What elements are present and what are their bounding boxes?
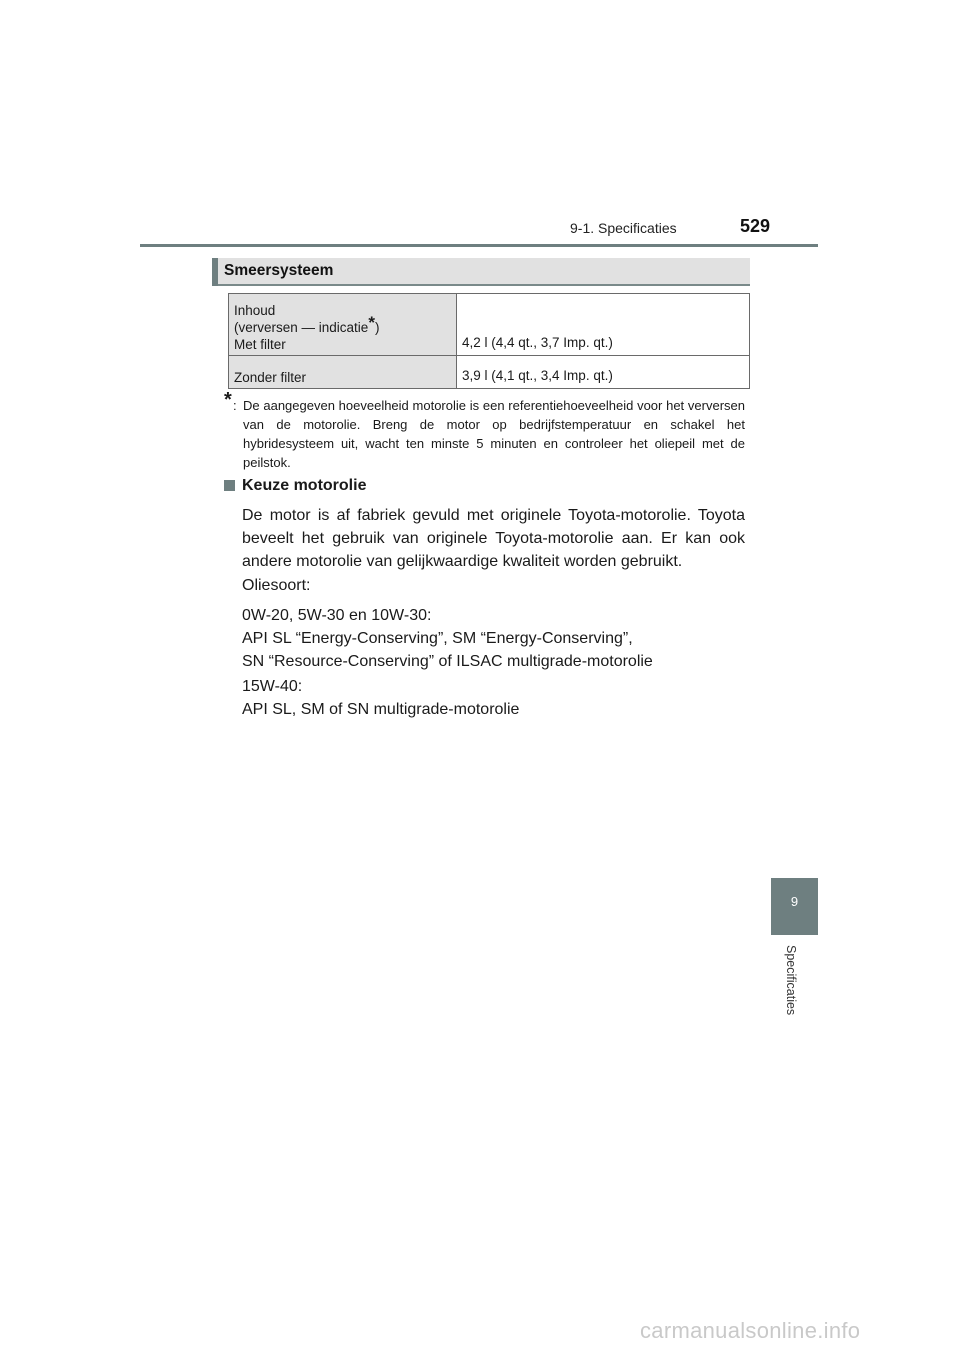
footnote: [233, 396, 745, 472]
oil-grade-line: 0W-20, 5W-30 en 10W-30:: [242, 607, 432, 624]
label-line: Met filter: [234, 337, 286, 352]
footnote-mark: *: [224, 389, 232, 411]
label-text: ): [374, 320, 380, 335]
footnote-colon: :: [233, 398, 237, 413]
table-value-cell: 4,2 l (4,4 qt., 3,7 Imp. qt.): [457, 294, 750, 356]
subsection-title: Keuze motorolie: [242, 477, 367, 494]
oil-grade-block: [242, 675, 745, 721]
oil-grade-line: API SL “Energy-Conserving”, SM “Energy-Conserving”,: [242, 630, 633, 647]
section-header: 9-1. Specificaties: [570, 220, 677, 236]
footnote-text: De aangegeven hoeveelheid motorolie is een referentiehoeveelheid voor het verversen van de motorolie. Breng de motor op bedrijfstemperatuur en schakel het hybridesysteem uit, wacht ten minste 5 minuten en controleer het oliepeil met de peilstok.: [243, 398, 745, 470]
oil-grade-line: SN “Resource-Conserving” of ILSAC multigrade-motorolie: [242, 653, 653, 670]
capacity-table: [228, 293, 750, 389]
chapter-tab: 9: [771, 878, 818, 935]
watermark: carmanualsonline.info: [640, 1318, 861, 1343]
section-bar-accent: [212, 258, 218, 286]
oil-grade-block: [242, 604, 745, 673]
oil-grade-line: 15W-40:: [242, 678, 303, 695]
label-line: [234, 313, 451, 336]
oil-grade-line: API SL, SM of SN multigrade-motorolie: [242, 701, 520, 718]
table-value-cell: 3,9 l (4,1 qt., 3,4 Imp. qt.): [457, 356, 750, 389]
footnote-star: *: [368, 313, 375, 332]
chapter-tab-label: Specificaties: [784, 945, 798, 1016]
intro-paragraph: De motor is af fabriek gevuld met originele Toyota-motorolie. Toyota beveelt het gebruik van originele Toyota-motorolie aan. Er kan ook andere motorolie van gelijkwaardige kwaliteit worden gebruikt.: [242, 507, 745, 570]
square-bullet-icon: [224, 480, 235, 491]
table-row: [229, 356, 750, 389]
table-label-cell: Zonder filter: [229, 356, 457, 389]
label-line: Inhoud: [234, 303, 276, 318]
page-number: 529: [740, 216, 771, 236]
oil-type-label: Oliesoort:: [242, 577, 311, 594]
label-text: (verversen — indicatie: [234, 320, 369, 335]
header-rule: [140, 244, 818, 247]
section-title: Smeersysteem: [224, 262, 334, 279]
table-row: [229, 294, 750, 356]
table-label-cell: [229, 294, 457, 356]
